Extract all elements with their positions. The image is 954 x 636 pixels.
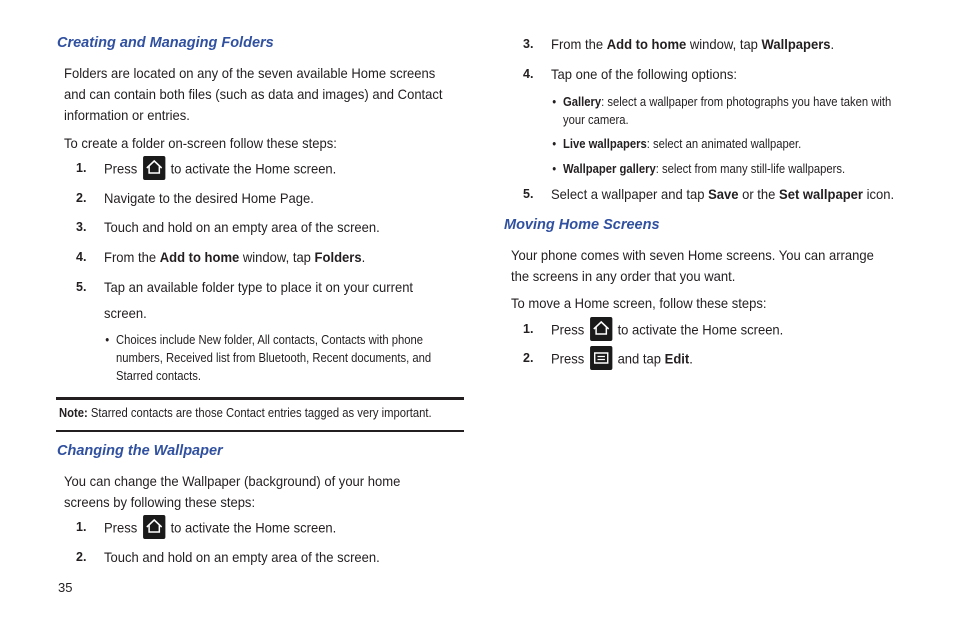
- step-text: Press: [104, 160, 138, 177]
- ui-term: Set wallpaper: [779, 186, 863, 202]
- paragraph-line: and can contain both files (such as data and images) and Contact: [64, 86, 443, 102]
- step-text: Tap one of the following options:: [551, 66, 738, 82]
- ui-term: Folders: [314, 249, 362, 265]
- step-text: to activate the Home screen.: [617, 321, 784, 338]
- step-number: 2.: [76, 191, 87, 205]
- step-text: Navigate to the desired Home Page.: [104, 190, 314, 206]
- step-number: 1.: [523, 322, 534, 336]
- step-number: 3.: [76, 220, 87, 234]
- paragraph-lead: To move a Home screen, follow these steps:: [511, 295, 767, 311]
- ui-term: Wallpapers: [761, 36, 831, 52]
- note-label: Note:: [59, 406, 88, 420]
- step-text: Press: [104, 519, 138, 536]
- bullet-dot: •: [552, 137, 557, 151]
- ui-term: Add to home: [606, 36, 687, 52]
- bullet-text-line: numbers, Received list from Bluetooth, Recent documents, and: [116, 351, 432, 365]
- note-bottom-rule: [56, 430, 464, 432]
- option-text: : select an animated wallpaper.: [646, 137, 802, 151]
- option-item-gallery: [552, 93, 892, 111]
- option-text: : select from many still-life wallpapers.: [655, 162, 846, 176]
- option-text-line: your camera.: [563, 113, 629, 127]
- step-text: From the: [551, 36, 607, 52]
- paragraph-line: screens by following these steps:: [64, 494, 256, 510]
- step-text: to activate the Home screen.: [170, 160, 337, 177]
- bullet-dot: •: [552, 162, 557, 176]
- bullet-item: [105, 331, 424, 349]
- step-number: 1.: [76, 520, 87, 534]
- step-text: .: [830, 36, 835, 52]
- page-number: 35: [58, 580, 73, 595]
- note-box: [59, 406, 432, 420]
- step-text: to activate the Home screen.: [170, 519, 337, 536]
- home-key-icon: [143, 515, 165, 539]
- step-text: .: [689, 350, 693, 367]
- step-text: Touch and hold on an empty area of the screen.: [104, 219, 380, 235]
- step-text: or the: [738, 186, 780, 202]
- ui-term: Add to home: [159, 249, 240, 265]
- bullet-text-line: Starred contacts.: [116, 369, 202, 383]
- step-text: screen.: [104, 305, 147, 321]
- step-number: 2.: [76, 550, 87, 564]
- step-text: From the: [104, 249, 160, 265]
- option-text: : select a wallpaper from photographs you have taken with: [601, 95, 892, 109]
- option-item-live-wallpapers: [552, 135, 802, 153]
- ui-term: Edit: [664, 350, 690, 367]
- note-text: Starred contacts are those Contact entries tagged as very important.: [87, 406, 432, 420]
- note-top-rule: [56, 397, 464, 400]
- step-text: and tap: [613, 350, 665, 367]
- paragraph-line: You can change the Wallpaper (background) of your home: [64, 473, 401, 489]
- home-key-icon: [143, 156, 165, 180]
- step-text: icon.: [862, 186, 895, 202]
- menu-key-icon: [590, 346, 612, 370]
- bullet-text: Choices include New folder, All contacts, Contacts with phone: [116, 333, 424, 347]
- step-text: window, tap: [239, 249, 315, 265]
- option-term: Wallpaper gallery: [563, 162, 656, 176]
- step-text: Press: [551, 321, 585, 338]
- step-number: 4.: [523, 67, 534, 81]
- step-text: Select a wallpaper and tap: [551, 186, 709, 202]
- step-text: .: [361, 249, 366, 265]
- step-text: Tap an available folder type to place it on your current: [104, 279, 414, 295]
- paragraph-lead: To create a folder on-screen follow these steps:: [64, 135, 337, 151]
- paragraph-line: the screens in any order that you want.: [511, 268, 736, 284]
- option-item-wallpaper-gallery: [552, 160, 846, 178]
- step-number: 3.: [523, 37, 534, 51]
- ui-term: Save: [708, 186, 739, 202]
- step-number: 5.: [76, 280, 87, 294]
- bullet-dot: •: [105, 333, 110, 347]
- option-term: Live wallpapers: [563, 137, 647, 151]
- section-heading-moving-home-screens: Moving Home Screens: [504, 217, 660, 233]
- step-number: 1.: [76, 161, 87, 175]
- section-heading-changing-wallpaper: Changing the Wallpaper: [57, 443, 223, 459]
- step-number: 2.: [523, 351, 534, 365]
- step-text: Press: [551, 350, 585, 367]
- step-number: 4.: [76, 250, 87, 264]
- step-text: window, tap: [686, 36, 762, 52]
- step-number: 5.: [523, 187, 534, 201]
- paragraph-line: Your phone comes with seven Home screens. You can arrange: [511, 247, 874, 263]
- paragraph-line: Folders are located on any of the seven available Home screens: [64, 65, 436, 81]
- step-text: Touch and hold on an empty area of the screen.: [104, 549, 380, 565]
- option-term: Gallery: [563, 95, 602, 109]
- section-heading-creating-folders: Creating and Managing Folders: [57, 35, 274, 51]
- bullet-dot: •: [552, 95, 557, 109]
- home-key-icon: [590, 317, 612, 341]
- paragraph-line: information or entries.: [64, 107, 190, 123]
